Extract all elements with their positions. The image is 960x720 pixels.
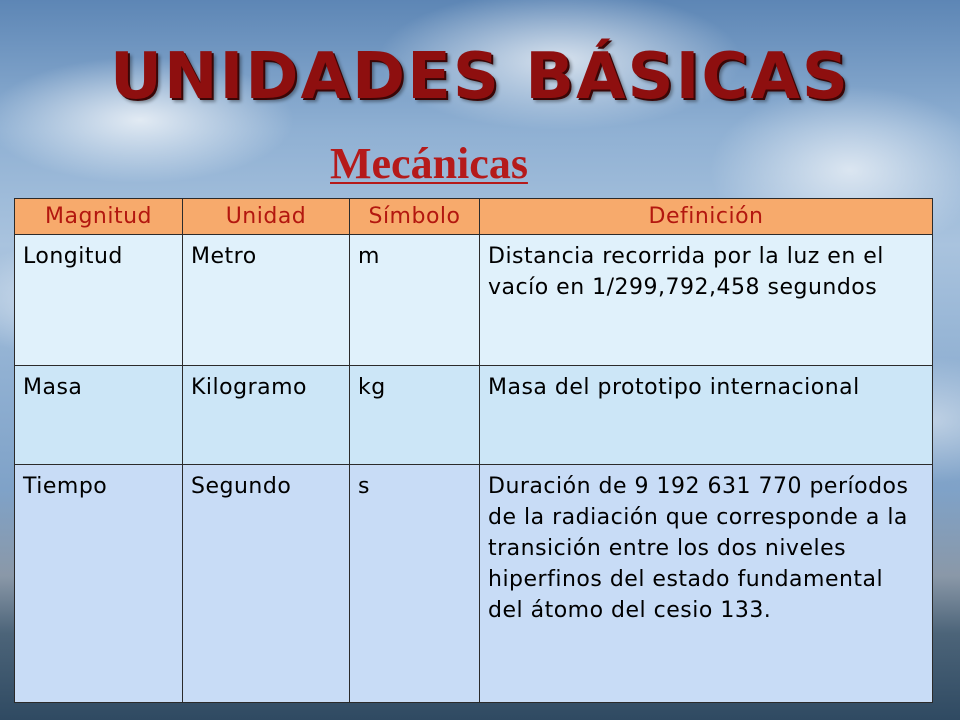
table-row — [15, 465, 933, 703]
slide-title: UNIDADES BÁSICAS — [109, 40, 851, 114]
header-simbolo: Símbolo — [350, 199, 480, 235]
cell-simbolo: kg — [350, 366, 480, 465]
table-header-row — [15, 199, 933, 235]
cell-magnitud: Longitud — [15, 235, 183, 366]
cell-definicion: Duración de 9 192 631 770 períodos de la radiación que corresponde a la transición entre los dos niveles hiperfinos del estado fundamental del átomo del cesio 133. — [480, 465, 933, 703]
cell-magnitud: Tiempo — [15, 465, 183, 703]
cell-definicion: Masa del prototipo internacional — [480, 366, 933, 465]
cell-unidad: Segundo — [183, 465, 350, 703]
table-row — [15, 366, 933, 465]
cell-unidad: Kilogramo — [183, 366, 350, 465]
header-definicion: Definición — [480, 199, 933, 235]
cell-definicion: Distancia recorrida por la luz en el vacío en 1/299,792,458 segundos — [480, 235, 933, 366]
cell-magnitud: Masa — [15, 366, 183, 465]
table-row — [15, 235, 933, 366]
units-table — [14, 198, 933, 703]
cell-simbolo: m — [350, 235, 480, 366]
slide-subtitle: Mecánicas — [330, 139, 528, 188]
header-unidad: Unidad — [183, 199, 350, 235]
cell-unidad: Metro — [183, 235, 350, 366]
header-magnitud: Magnitud — [15, 199, 183, 235]
cell-simbolo: s — [350, 465, 480, 703]
